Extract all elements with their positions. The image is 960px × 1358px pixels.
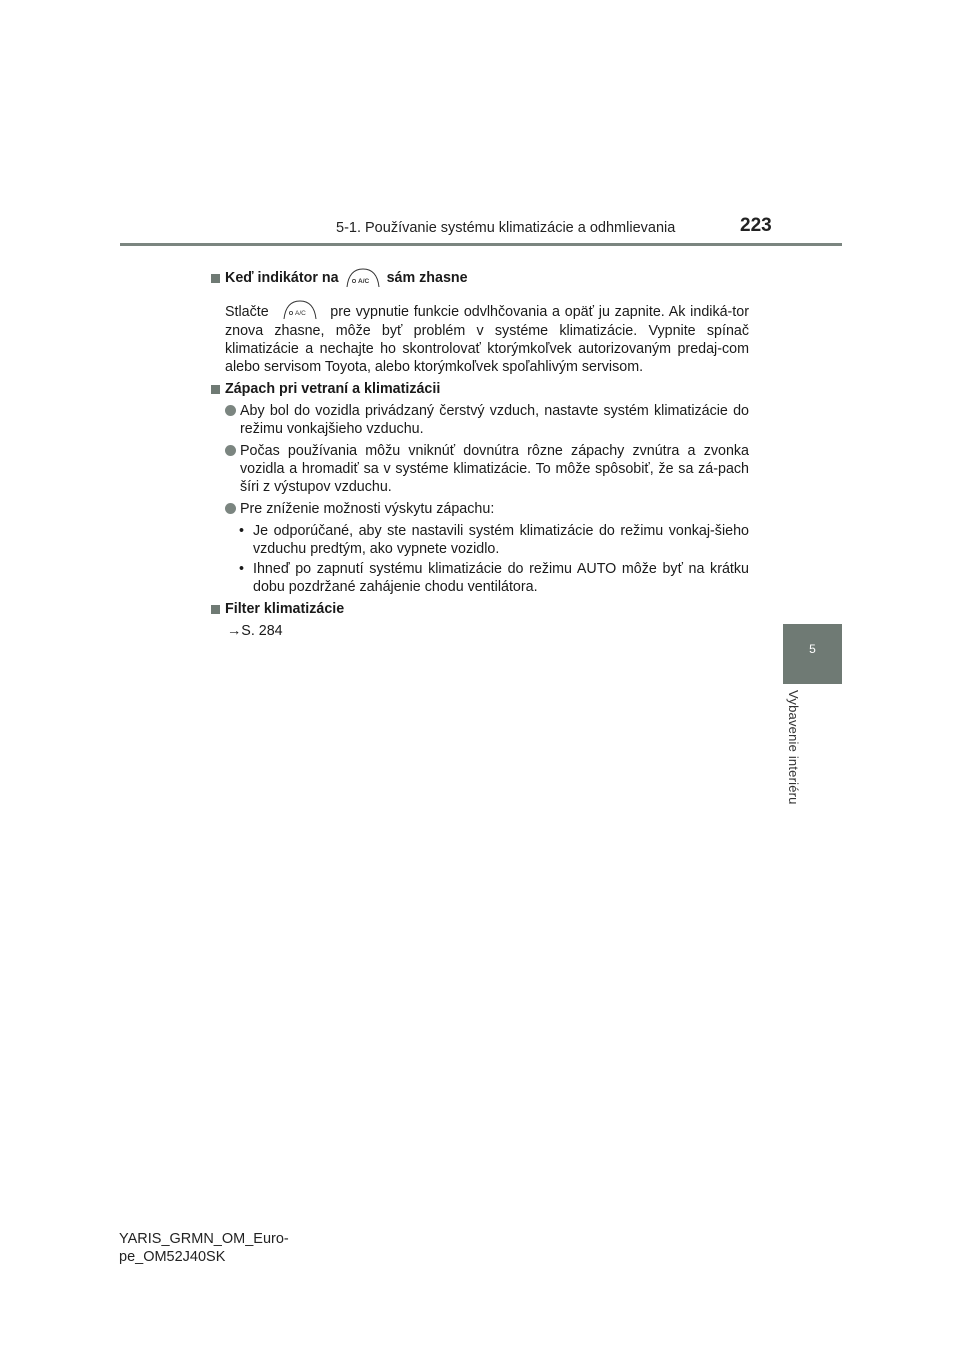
list-item: Aby bol do vozidla privádzaný čerstvý vzduch, nastavte systém klimatizácie do režimu vonkajšieho vzduchu. [225, 402, 749, 438]
sub-list-item: • Ihneď po zapnutí systému klimatizácie do režimu AUTO môže byť na krátku dobu pozdržané zahájenie chodu ventilátora. [239, 561, 749, 595]
heading-indicator [211, 268, 749, 288]
heading-filter-text: Filter klimatizácie [225, 601, 345, 617]
heading-filter [211, 600, 749, 618]
filter-page-reference[interactable]: →S. 284 [227, 623, 283, 639]
section-title: 5-1. Používanie systému klimatizácie a odhmlievania [336, 220, 676, 236]
small-bullet-icon: • [239, 561, 245, 577]
para-text-before: Stlačte [225, 303, 269, 320]
header-divider [120, 243, 842, 246]
sub-list-item: • Je odporúčané, aby ste nastavili systém klimatizácie do režimu vonkaj-šieho vzduchu predtým, ako vypnete vozidlo. [239, 523, 749, 557]
square-bullet-icon [211, 274, 220, 283]
chapter-label: Vybavenie interiéru [786, 690, 801, 805]
ac-button-inline-label: A/C [294, 310, 306, 317]
ac-button-icon [345, 268, 381, 288]
heading-text-after: sám zhasne [386, 270, 468, 286]
page-content [211, 268, 749, 640]
document-id-line: pe_OM52J40SK [119, 1249, 226, 1265]
page-number: 223 [740, 215, 772, 236]
square-bullet-icon [211, 385, 220, 394]
document-id-line: YARIS_GRMN_OM_Euro- [119, 1231, 289, 1247]
document-id [119, 1230, 359, 1266]
chapter-number: 5 [809, 642, 816, 656]
round-bullet-icon [225, 445, 236, 456]
heading-text-before: Keď indikátor na [225, 270, 339, 286]
ac-button-inline-icon [282, 300, 318, 320]
para-text-after: pre vypnutie funkcie odvlhčovania a opäť ju zapnite. Ak indiká-tor znova zhasne, môže byť problém v systéme klimatizácie. Vypnite spínač klimatizácie a nechajte ho skontrolovať ktorýmkoľvek autorizovaným predaj-com alebo servisom Toyota, alebo ktorýmkoľvek spoľahlivým servisom. [225, 303, 749, 375]
square-bullet-icon [211, 605, 220, 614]
small-bullet-icon: • [239, 523, 245, 539]
heading-odor [211, 380, 749, 398]
indicator-paragraph [225, 302, 749, 376]
list-item: Počas používania môžu vniknúť dovnútra rôzne zápachy zvnútra a zvonka vozidla a hromadiť sa v systéme klimatizácie. To môže spôsobiť, že sa zá-pach šíri z výstupov vzduchu. [225, 442, 749, 496]
chapter-tab [783, 624, 842, 684]
ac-button-label: A/C [357, 278, 369, 285]
round-bullet-icon [225, 503, 236, 514]
list-item: Pre zníženie možnosti výskytu zápachu: [225, 500, 749, 518]
round-bullet-icon [225, 405, 236, 416]
heading-odor-text: Zápach pri vetraní a klimatizácii [225, 381, 441, 397]
